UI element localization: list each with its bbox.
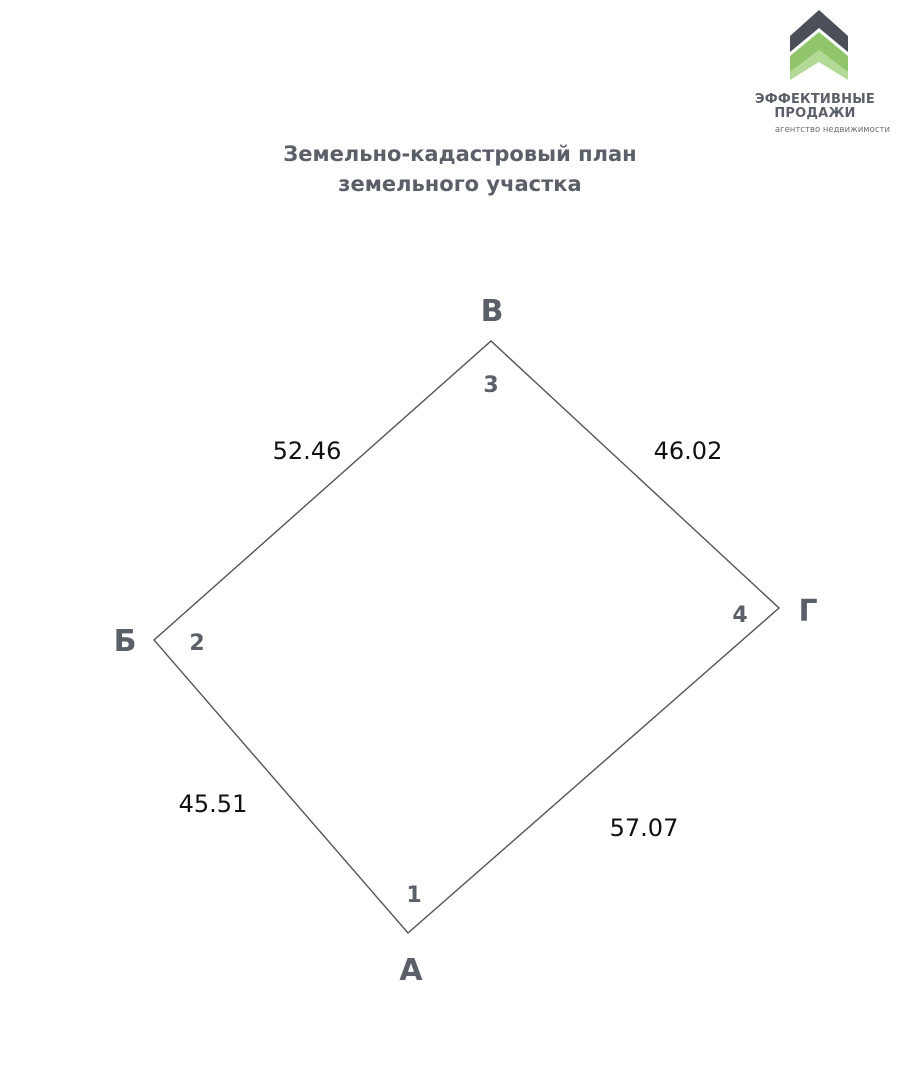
vertex-number-3: 3: [483, 373, 499, 398]
plan-title-line2: земельного участка: [338, 172, 582, 196]
logo-text-line2: ПРОДАЖИ: [774, 106, 856, 121]
vertex-letter-v: В: [480, 294, 504, 329]
side-length-1-2: 45.51: [178, 790, 248, 818]
plot-boundary: [154, 341, 779, 933]
vertex-number-1: 1: [406, 883, 422, 908]
side-length-2-3: 52.46: [272, 437, 342, 465]
side-length-4-1: 57.07: [609, 814, 679, 842]
vertex-letter-a: А: [399, 953, 423, 988]
side-length-3-4: 46.02: [653, 437, 723, 465]
vertex-letter-g: Г: [798, 594, 818, 629]
logo-subtitle: агентство недвижимости: [774, 125, 890, 135]
vertex-number-2: 2: [189, 631, 205, 656]
logo-text-line1: ЭФФЕКТИВНЫЕ: [755, 92, 875, 107]
vertex-number-4: 4: [732, 603, 748, 628]
plan-title-line1: Земельно-кадастровый план: [283, 142, 637, 166]
vertex-letter-b: Б: [113, 624, 137, 659]
